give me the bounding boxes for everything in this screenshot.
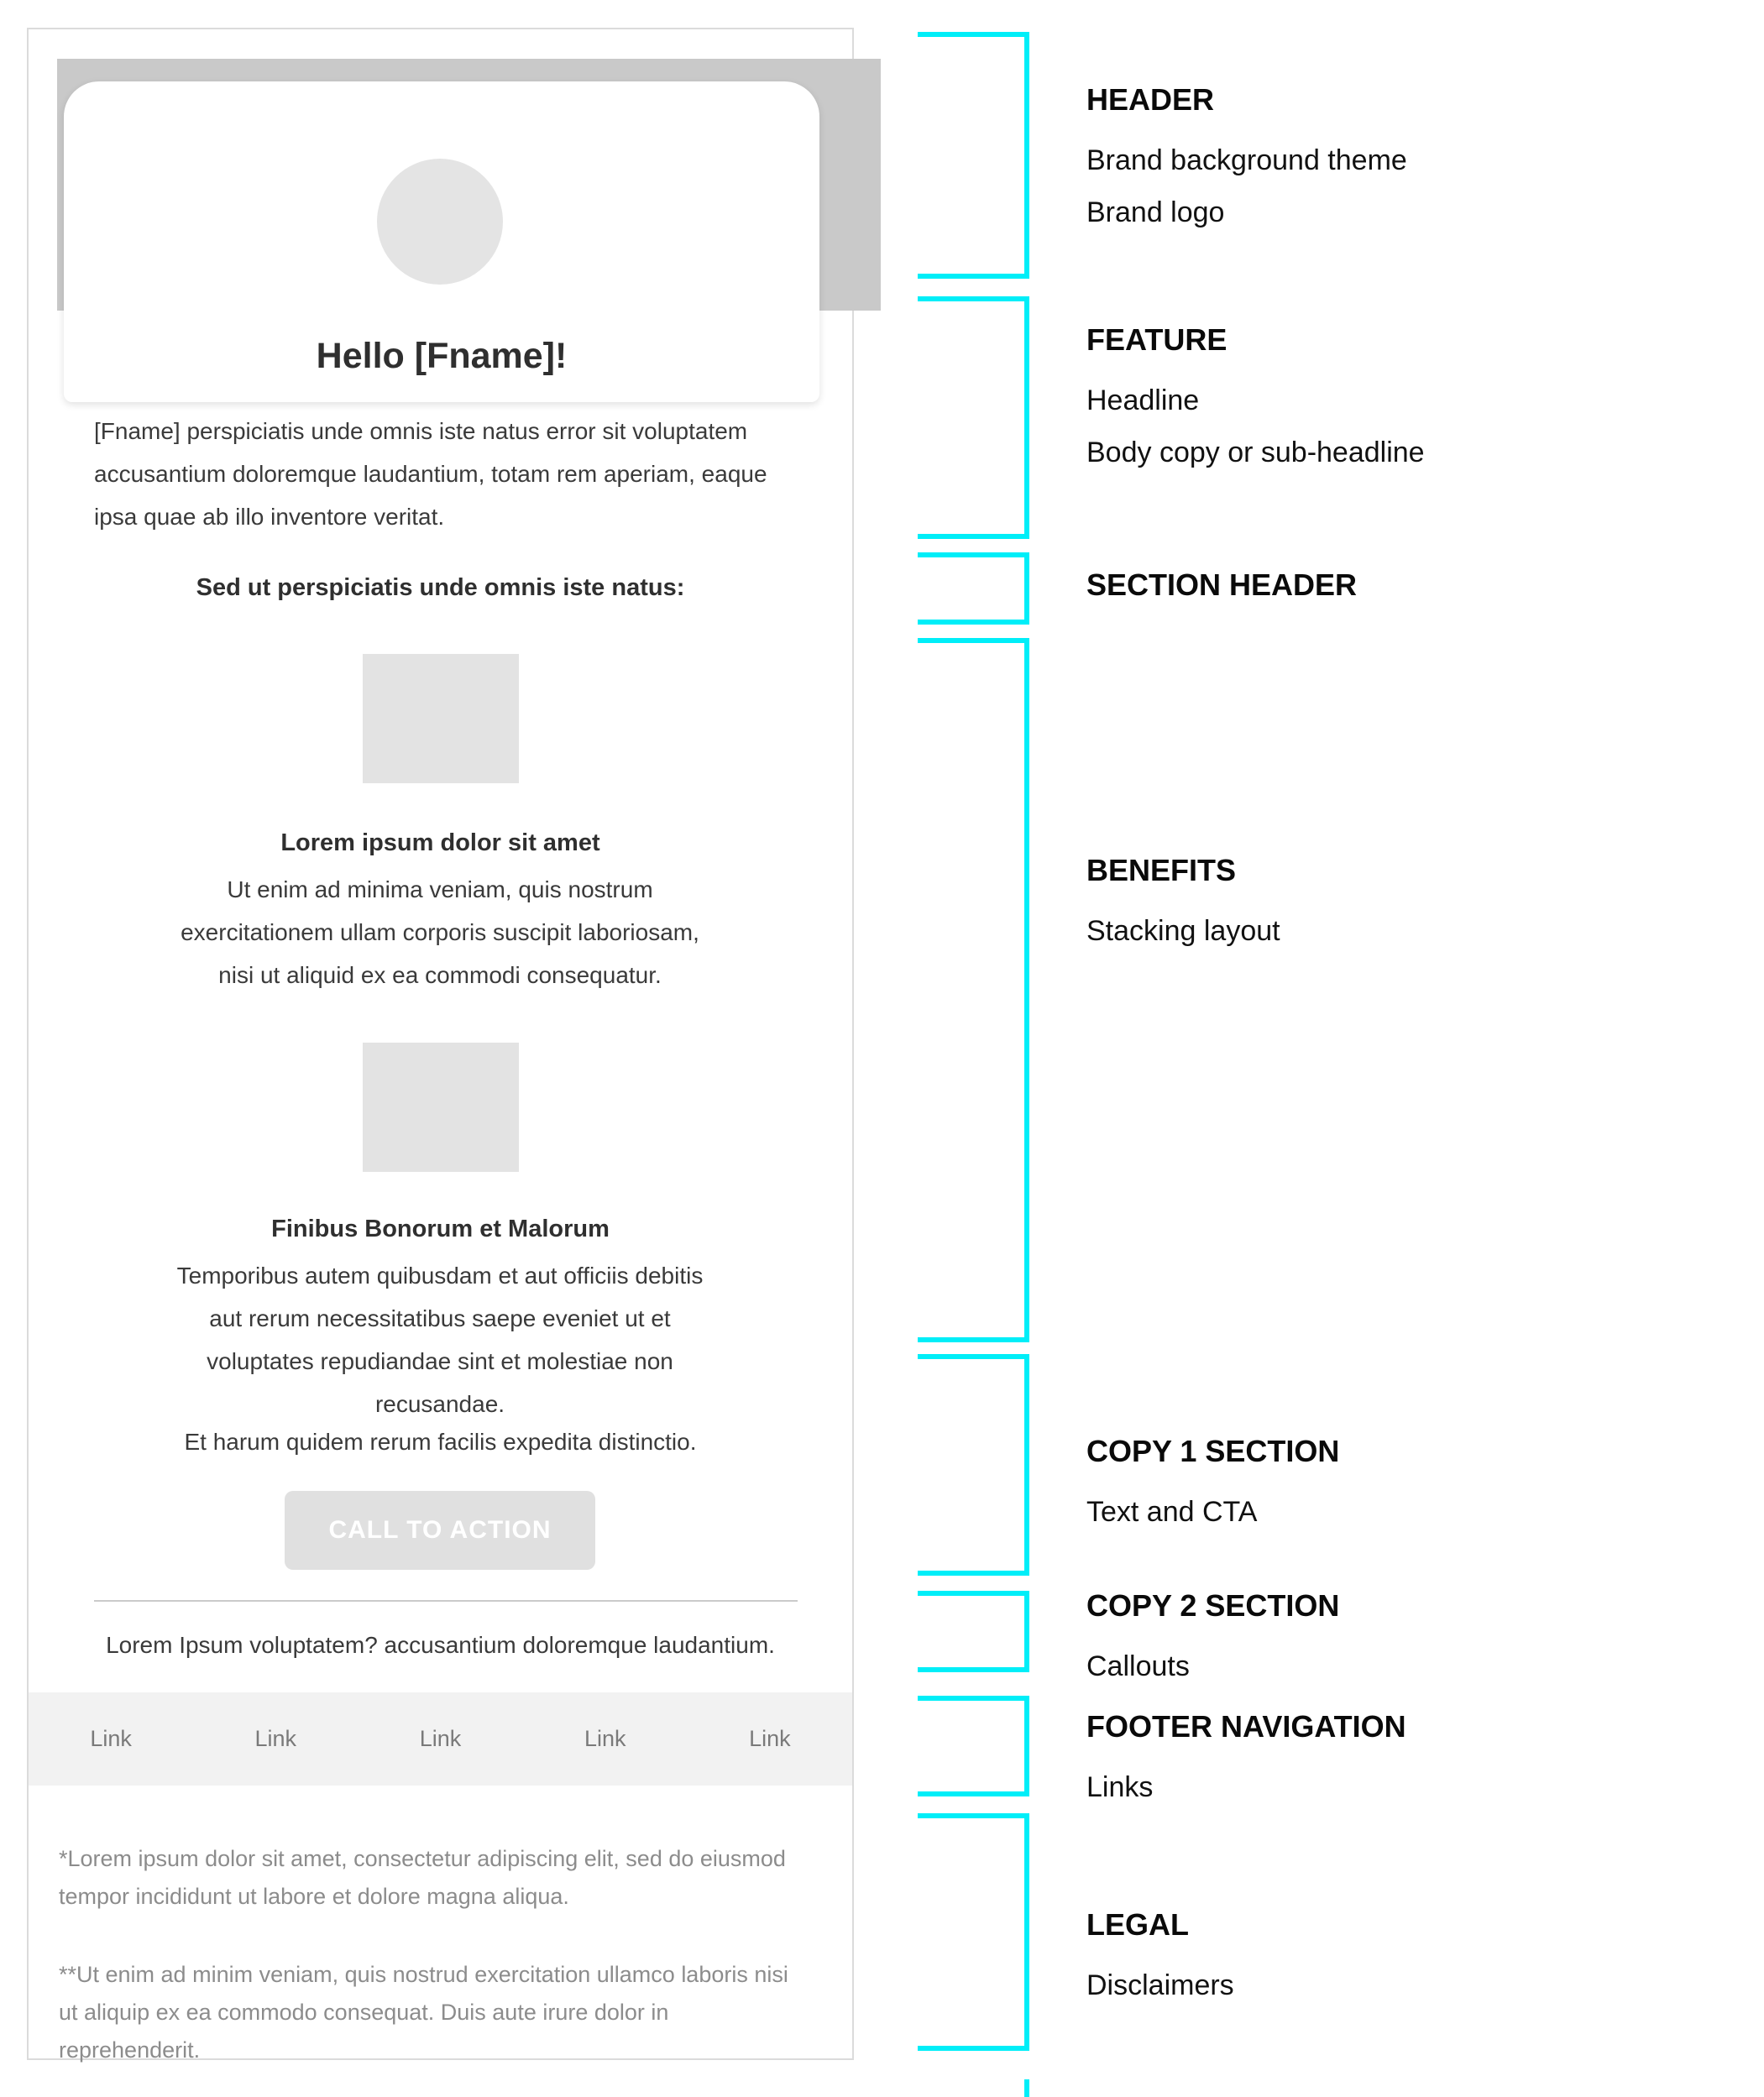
annotation-line: Brand background theme — [1086, 144, 1407, 176]
benefit-image-placeholder — [363, 1043, 519, 1172]
footer-link[interactable]: Link — [749, 1726, 791, 1751]
footer-link-cell — [29, 1726, 193, 1752]
annotation-line: Text and CTA — [1086, 1496, 1258, 1528]
annotation-title: FEATURE — [1086, 322, 1227, 357]
footer-link[interactable]: Link — [584, 1726, 626, 1751]
section-header-text: Sed ut perspiciatis unde omnis iste natus: — [196, 574, 685, 601]
annotation-footer-navigation — [1086, 1709, 1741, 1813]
intro-body-copy: [Fname] perspiciatis unde omnis iste natus error sit voluptatem accusantium doloremque laudantium, totam rem aperiam, eaque ipsa quae ab illo inventore veritat. — [94, 418, 767, 530]
footer-link-cell — [523, 1726, 688, 1752]
annotation-section-header — [1086, 567, 1741, 620]
annotation-title: SECTION HEADER — [1086, 567, 1358, 602]
annotation-line: Headline — [1086, 384, 1200, 416]
footer-navigation-band — [29, 1692, 852, 1786]
annotation-title: BENEFITS — [1086, 853, 1237, 887]
annotation-copy1 — [1086, 1434, 1741, 1538]
annotation-copy2 — [1086, 1588, 1741, 1692]
legal-paragraph: **Ut enim ad minim veniam, quis nostrud exercitation ullamco laboris nisi ut aliquip ex ea commodo consequat. Duis aute irure dolor in reprehenderit. — [59, 1962, 788, 2063]
annotation-title: FOOTER NAVIGATION — [1086, 1709, 1406, 1744]
benefit-title: Lorem ipsum dolor sit amet — [280, 829, 600, 856]
annotation-title: HEADER — [1086, 82, 1215, 117]
call-to-action-button[interactable]: CALL TO ACTION — [285, 1491, 595, 1570]
annotation-line: Disclaimers — [1086, 1969, 1234, 2001]
section-bracket-legal — [918, 1813, 1029, 2051]
section-bracket-copy2 — [918, 1591, 1029, 1672]
annotation-title: COPY 1 SECTION — [1086, 1434, 1340, 1468]
copy2-callout-text: Lorem Ipsum voluptatem? accusantium doloremque laudantium. — [106, 1632, 775, 1658]
footer-link[interactable]: Link — [254, 1726, 297, 1751]
section-bracket-feature — [918, 296, 1029, 539]
footer-link[interactable]: Link — [419, 1726, 462, 1751]
section-bracket-copy1 — [918, 1354, 1029, 1576]
horizontal-divider — [94, 1600, 798, 1602]
annotation-benefits — [1086, 853, 1741, 957]
annotation-line: Callouts — [1086, 1650, 1190, 1682]
greeting-headline: Hello [Fname]! — [316, 336, 568, 376]
section-bracket-benefits — [918, 638, 1029, 1342]
section-bracket-partial-bottom — [1024, 2079, 1029, 2097]
copy1-text: Et harum quidem rerum facilis expedita distinctio. — [184, 1429, 697, 1455]
section-bracket-footer-nav — [918, 1696, 1029, 1796]
section-bracket-section-header — [918, 552, 1029, 625]
benefit-body: Ut enim ad minima veniam, quis nostrum exercitationem ullam corporis suscipit laboriosam, nisi ut aliquid ex ea commodi consequatur. — [181, 876, 699, 988]
annotation-header — [1086, 82, 1741, 238]
footer-link-cell — [688, 1726, 852, 1752]
legal-disclaimers — [59, 1840, 808, 2097]
annotation-title: COPY 2 SECTION — [1086, 1588, 1340, 1623]
legal-paragraph: *Lorem ipsum dolor sit amet, consectetur adipiscing elit, sed do eiusmod tempor incididunt ut labore et dolore magna aliqua. — [59, 1846, 786, 1909]
benefit-title: Finibus Bonorum et Malorum — [271, 1216, 610, 1242]
footer-link[interactable]: Link — [90, 1726, 132, 1751]
annotation-line: Stacking layout — [1086, 915, 1280, 947]
brand-logo-placeholder — [377, 159, 503, 285]
annotation-line: Links — [1086, 1771, 1154, 1803]
annotation-feature — [1086, 322, 1741, 478]
annotation-line: Body copy or sub-headline — [1086, 437, 1425, 468]
benefit-body: Temporibus autem quibusdam et aut officiis debitis aut rerum necessitatibus saepe eveniet ut et voluptates repudiandae sint et molestiae non recusandae. — [176, 1263, 704, 1417]
footer-link-cell — [358, 1726, 522, 1752]
annotation-legal — [1086, 1907, 1741, 2011]
benefit-image-placeholder — [363, 654, 519, 783]
annotation-title: LEGAL — [1086, 1907, 1189, 1942]
footer-link-cell — [193, 1726, 358, 1752]
section-bracket-header — [918, 32, 1029, 279]
annotation-line: Brand logo — [1086, 196, 1225, 228]
